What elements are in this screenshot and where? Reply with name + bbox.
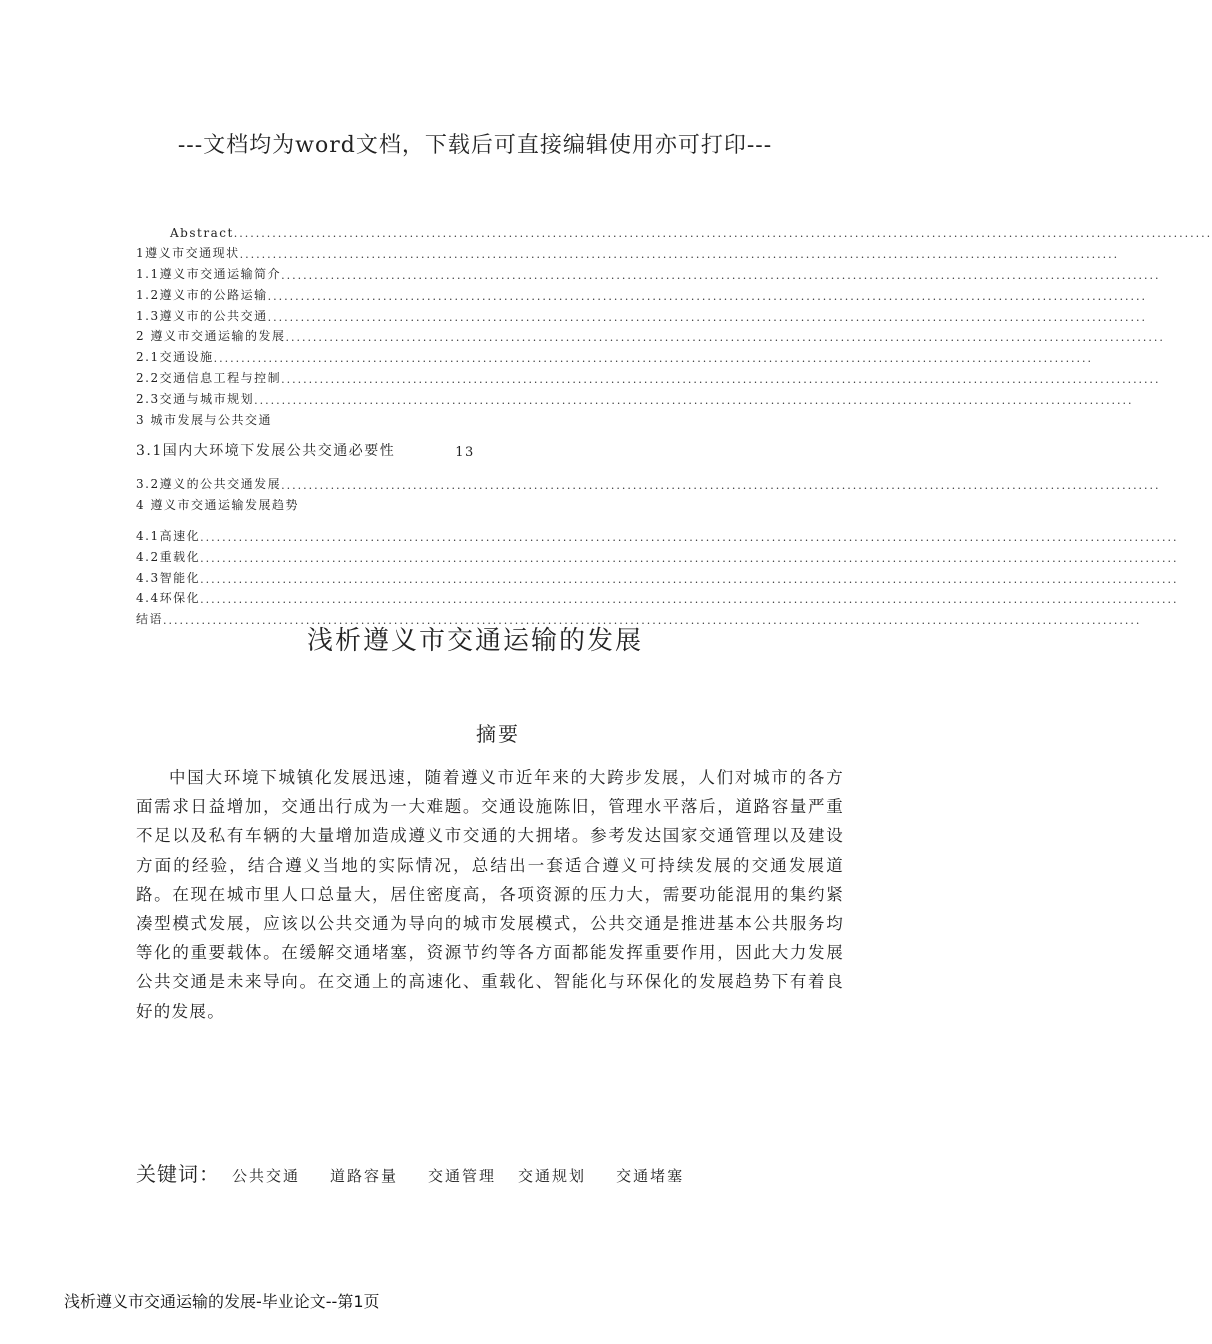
toc-entry[interactable] bbox=[136, 243, 1120, 261]
toc-entry[interactable] bbox=[136, 410, 950, 428]
toc-entry-label: 3 城市发展与公共交通 bbox=[136, 413, 272, 427]
toc-entry[interactable] bbox=[170, 222, 1212, 240]
toc-entry-label: 3.2遵义的公共交通发展 bbox=[136, 477, 282, 491]
toc-entry-label: 1.3遵义市的公共交通 bbox=[136, 309, 268, 323]
toc-leader-dots: ................................................................................................................................................................ bbox=[267, 290, 1148, 303]
keyword: 交通管理 bbox=[428, 1167, 497, 1185]
toc-entry[interactable] bbox=[136, 495, 950, 513]
toc-entry-label: 4.3智能化 bbox=[136, 571, 201, 585]
keywords-label: 关键词： bbox=[136, 1162, 220, 1186]
download-banner: ---文档均为word文档，下载后可直接编辑使用亦可打印--- bbox=[177, 133, 773, 158]
toc-leader-dots: .................................................................................................................................................................................. bbox=[200, 573, 1179, 586]
toc-leader-dots: .................................................................................................................................................................................. bbox=[233, 227, 1212, 240]
toc-entry[interactable] bbox=[136, 474, 1161, 492]
keyword: 交通规划 bbox=[518, 1167, 587, 1185]
toc-leader-dots: ................................................................................................................................................................ bbox=[254, 394, 1134, 407]
toc-entry[interactable] bbox=[136, 306, 1148, 324]
toc-entry[interactable] bbox=[136, 440, 950, 460]
toc-entry-label: 1遵义市交通现状 bbox=[136, 246, 240, 260]
toc-leader-dots: .................................................................................................................................................................................. bbox=[163, 614, 1142, 627]
keywords-line bbox=[136, 1158, 836, 1187]
keyword: 道路容量 bbox=[330, 1167, 399, 1185]
toc-entry[interactable] bbox=[136, 264, 1161, 282]
toc-leader-dots: .................................................................................................................................................................................. bbox=[200, 531, 1179, 544]
document-title: 浅析遵义市交通运输的发展 bbox=[306, 626, 643, 656]
toc-leader-dots: .................................................................................................................................................................................. bbox=[200, 593, 1179, 606]
toc-entry-label: 1.2遵义市的公路运输 bbox=[136, 288, 268, 302]
toc-page-number: 13 bbox=[455, 445, 475, 460]
page-footer: 浅析遵义市交通运输的发展-毕业论文--第1页 bbox=[64, 1292, 380, 1311]
toc-leader-dots: ................................................................................................................................................................ bbox=[239, 248, 1120, 261]
toc-entry-label: 4 遵义市交通运输发展趋势 bbox=[136, 498, 299, 512]
toc-entry[interactable] bbox=[136, 368, 1161, 386]
toc-entry-label: 3.1国内大环境下发展公共交通必要性 bbox=[136, 443, 396, 459]
toc-leader-dots: ................................................................................................................................................................ bbox=[281, 373, 1161, 386]
toc-entry-label: 4.1高速化 bbox=[136, 529, 201, 543]
toc-entry-label: 4.2重载化 bbox=[136, 550, 201, 564]
toc-entry[interactable] bbox=[136, 326, 1165, 344]
toc-entry-label: 2.1交通设施 bbox=[136, 350, 214, 364]
toc-leader-dots: ................................................................................................................................................................ bbox=[281, 269, 1161, 282]
toc-entry[interactable] bbox=[136, 568, 1179, 586]
toc-leader-dots: ................................................................................................................................................................ bbox=[213, 352, 1094, 365]
toc-entry-label: 2.2交通信息工程与控制 bbox=[136, 371, 282, 385]
toc-entry-label: Abstract bbox=[170, 226, 234, 240]
toc-entry-label: 4.4环保化 bbox=[136, 591, 201, 605]
toc-leader-dots: ................................................................................................................................................................ bbox=[267, 311, 1148, 324]
keyword: 公共交通 bbox=[232, 1167, 301, 1185]
toc-entry[interactable] bbox=[136, 285, 1148, 303]
keyword: 交通堵塞 bbox=[616, 1167, 685, 1185]
toc-entry[interactable] bbox=[136, 526, 1179, 544]
abstract-body: 中国大环境下城镇化发展迅速，随着遵义市近年来的大跨步发展，人们对城市的各方面需求日益增加，交通出行成为一大难题。交通设施陈旧，管理水平落后，道路容量严重不足以及私有车辆的大量增加造成遵义市交通的大拥堵。参考发达国家交通管理以及建设方面的经验，结合遵义当地的实际情况，总结出一套适合遵义可持续发展的交通发展道路。在现在城市里人口总量大，居住密度高，各项资源的压力大，需要功能混用的集约紧凑型模式发展，应该以公共交通为导向的城市发展模式，公共交通是推进基本公共服务均等化的重要载体。在缓解交通堵塞，资源节约等各方面都能发挥重要作用，因此大力发展公共交通是未来导向。在交通上的高速化、重载化、智能化与环保化的发展趋势下有着良好的发展。 bbox=[136, 768, 844, 1021]
abstract-heading: 摘要 bbox=[476, 722, 520, 746]
toc-entry-label: 2 遵义市交通运输的发展 bbox=[136, 329, 286, 343]
toc-entry-label: 结语 bbox=[136, 612, 164, 626]
toc-entry[interactable] bbox=[136, 347, 1094, 365]
toc-leader-dots: ................................................................................................................................................................ bbox=[281, 479, 1161, 492]
toc-entry-label: 1.1遵义市交通运输简介 bbox=[136, 267, 282, 281]
toc-entry[interactable] bbox=[136, 588, 1179, 606]
toc-entry[interactable] bbox=[136, 389, 1134, 407]
toc-leader-dots: ................................................................................................................................................................ bbox=[285, 331, 1165, 344]
toc-entry[interactable] bbox=[136, 547, 1179, 565]
toc-entry-label: 2.3交通与城市规划 bbox=[136, 392, 255, 406]
toc-leader-dots: .................................................................................................................................................................................. bbox=[200, 552, 1179, 565]
